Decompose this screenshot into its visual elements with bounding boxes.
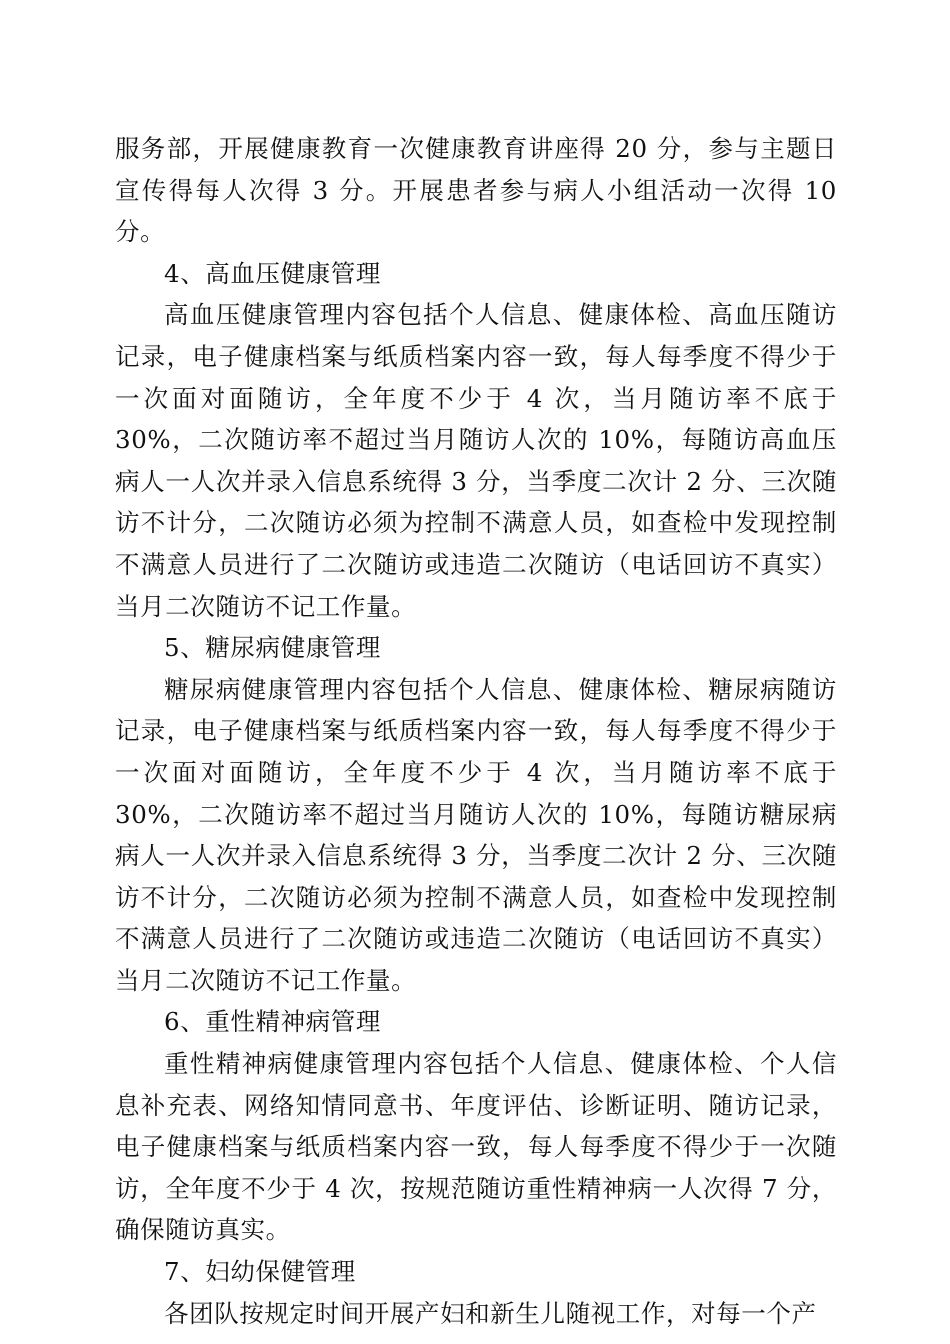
paragraph-hypertension-management: 高血压健康管理内容包括个人信息、健康体检、高血压随访记录，电子健康档案与纸质档案内容一致，每人每季度不得少于一次面对面随访，全年度不少于 4 次，当月随访率不底于 30%，二次随访率不超过当月随访人次的 10%，每随访高血压病人一人次并录入信息系统得 3 分，当季度二次计 2 分、三次随访不计分，二次随访必须为控制不满意人员，如查检中发现控制不满意人员进行了二次随访或违造二次随访（电话回访不真实）当月二次随访不记工作量。 (115, 300, 837, 621)
section-heading-diabetes: 5、糖尿病健康管理 (164, 633, 381, 663)
section-heading-mental-illness: 6、重性精神病管理 (164, 1007, 381, 1037)
paragraph-health-education-score: 服务部，开展健康教育一次健康教育讲座得 20 分，参与主题日宣传得每人次得 3 分。开展患者参与病人小组活动一次得 10 分。 (115, 134, 837, 247)
document-body (115, 128, 837, 1334)
paragraph-mental-illness-management: 重性精神病健康管理内容包括个人信息、健康体检、个人信息补充表、网络知情同意书、年度评估、诊断证明、随访记录，电子健康档案与纸质档案内容一致，每人每季度不得少于一次随访，全年度不少于 4 次，按规范随访重性精神病一人次得 7 分，确保随访真实。 (115, 1049, 837, 1245)
section-heading-hypertension: 4、高血压健康管理 (164, 258, 381, 288)
paragraph-maternal-child-care: 各团队按规定时间开展产妇和新生儿随视工作，对每一个产 (164, 1298, 817, 1328)
section-heading-maternal-child: 7、妇幼保健管理 (164, 1257, 356, 1287)
paragraph-diabetes-management: 糖尿病健康管理内容包括个人信息、健康体检、糖尿病随访记录，电子健康档案与纸质档案内容一致，每人每季度不得少于一次面对面随访，全年度不少于 4 次，当月随访率不底于 30%，二次随访率不超过当月随访人次的 10%，每随访糖尿病病人一人次并录入信息系统得 3 分，当季度二次计 2 分、三次随访不计分，二次随访必须为控制不满意人员，如查检中发现控制不满意人员进行了二次随访或违造二次随访（电话回访不真实）当月二次随访不记工作量。 (115, 674, 837, 995)
